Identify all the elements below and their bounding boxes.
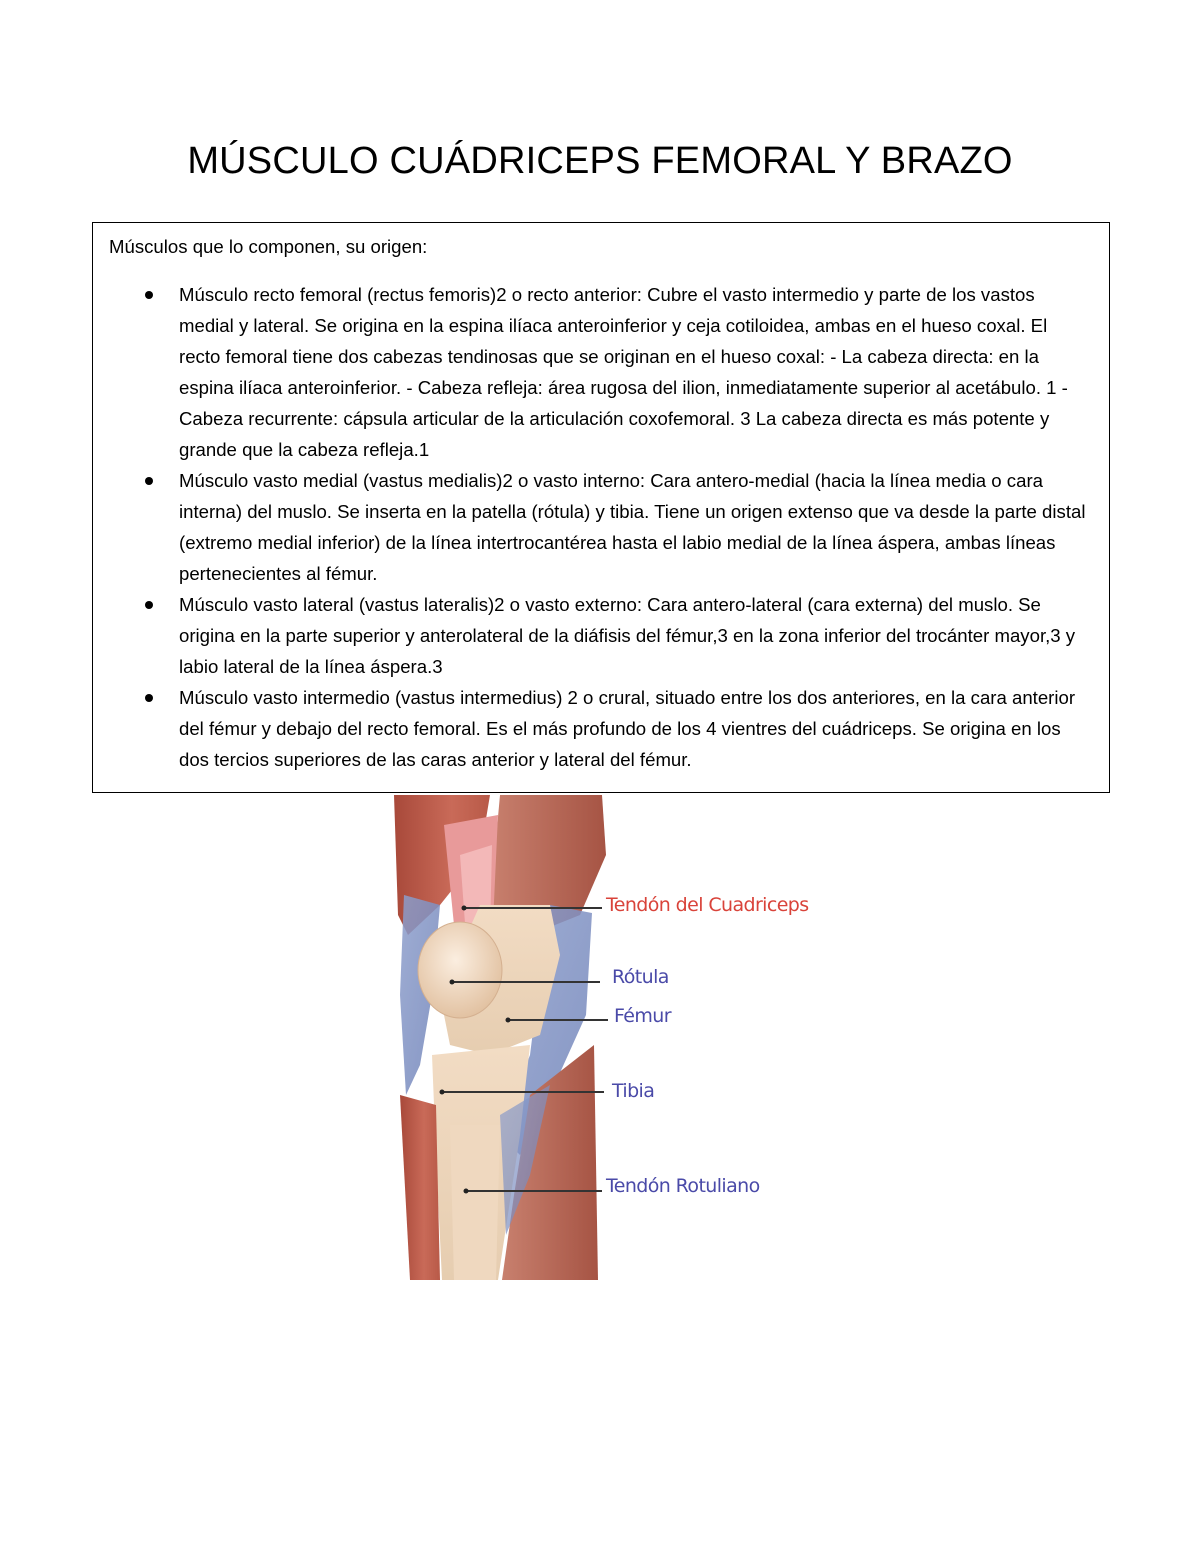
list-item [109, 682, 1093, 775]
bullet-icon [145, 694, 153, 702]
knee-anatomy-figure [380, 795, 840, 1280]
list-item-text: Músculo vasto intermedio (vastus intermedius) 2 o crural, situado entre los dos anteriores, en la cara anterior del fémur y debajo del recto femoral. Es el más profundo de los 4 vientres del cuádriceps. Se origina en los dos tercios superiores de las caras anterior y lateral del fémur. [179, 687, 1076, 770]
label-femur: Fémur [614, 1005, 671, 1027]
list-item-text: Músculo vasto lateral (vastus lateralis)2 o vasto externo: Cara antero-lateral (cara externa) del muslo. Se origina en la parte superior y anterolateral de la diáfisis del fémur,3 en la zona inferior del trocánter mayor,3 y labio lateral de la línea áspera.3 [179, 594, 1076, 677]
box-heading: Músculos que lo componen, su origen: [109, 236, 428, 257]
muscle-origin-box [92, 222, 1110, 793]
label-quadriceps-tendon: Tendón del Cuadriceps [606, 894, 809, 916]
muscle-list [109, 279, 1093, 775]
list-item-text: Músculo recto femoral (rectus femoris)2 o recto anterior: Cubre el vasto intermedio y parte de los vastos medial y lateral. Se origina en la espina ilíaca anteroinferior y ceja cotiloidea, ambas en el hueso coxal. El recto femoral tiene dos cabezas tendinosas que se originan en el hueso coxal: - La cabeza directa: en la espina ilíaca anteroinferior. - Cabeza refleja: área rugosa del ilion, inmediatamente superior al acetábulo. 1 - Cabeza recurrente: cápsula articular de la articulación coxofemoral. 3 La cabeza directa es más potente y grande que la cabeza refleja.1 [179, 284, 1068, 460]
bullet-icon [145, 291, 153, 299]
knee-illustration [380, 795, 840, 1280]
label-patella: Rótula [612, 966, 669, 988]
list-item-text: Músculo vasto medial (vastus medialis)2 o vasto interno: Cara antero-medial (hacia la línea media o cara interna) del muslo. Se inserta en la patella (rótula) y tibia. Tiene un origen extenso que va desde la parte distal (extremo medial inferior) de la línea intertrocantérea hasta el labio medial de la línea áspera, ambas líneas pertenecientes al fémur. [179, 470, 1086, 584]
label-patellar-tendon: Tendón Rotuliano [606, 1175, 760, 1197]
list-item [109, 465, 1093, 589]
list-item [109, 589, 1093, 682]
page-title: MÚSCULO CUÁDRICEPS FEMORAL Y BRAZO [187, 140, 1013, 182]
bullet-icon [145, 601, 153, 609]
label-tibia: Tibia [612, 1080, 655, 1102]
list-item [109, 279, 1093, 465]
bullet-icon [145, 477, 153, 485]
